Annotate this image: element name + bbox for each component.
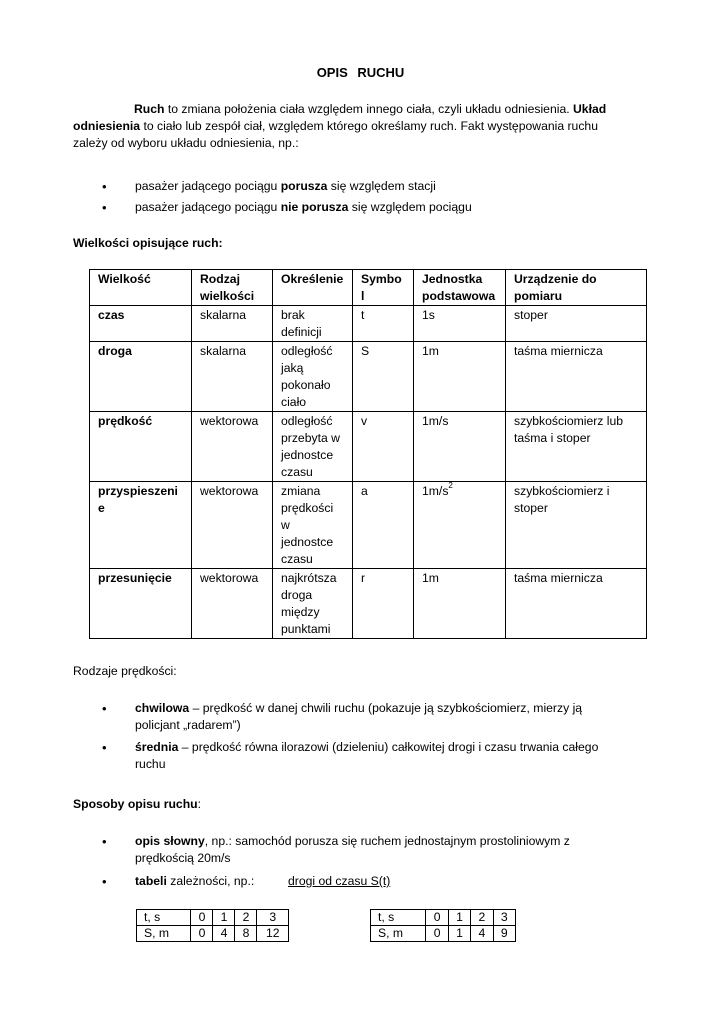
table-caption: drogi od czasu S(t): [288, 874, 391, 888]
quantity-definition: zmiana prędkości w jednostce czasu: [273, 482, 353, 569]
intro-text-1: to zmiana położenia ciała względem innego ciała, czyli układu odniesienia.: [164, 102, 573, 116]
quantity-unit: 1m: [414, 569, 506, 639]
table-row: [90, 342, 647, 412]
quantity-device: taśma miernicza: [506, 569, 647, 639]
quantity-name: czas: [90, 306, 192, 342]
intro-text-2: to ciało lub zespół ciał, względem którego określamy ruch. Fakt występowania ruchu zależy od wyboru układu odniesienia, np.:: [73, 119, 598, 150]
section-heading-methods: Sposoby opisu ruchu:: [73, 797, 201, 811]
column-header: Symbol: [353, 270, 414, 306]
section-heading-quantities: Wielkości opisujące ruch:: [73, 236, 223, 250]
column-header: Wielkość: [90, 270, 192, 306]
quantity-unit: 1m/s: [414, 412, 506, 482]
table-row: S, m 0 1 4 9: [371, 926, 516, 942]
term-uklad-odniesienia: Układ odniesienia: [73, 102, 607, 133]
column-header: Rodzaj wielkości: [192, 270, 273, 306]
quantity-kind: skalarna: [192, 342, 273, 412]
bullet-icon: •: [102, 834, 107, 849]
bullet-icon: •: [102, 179, 107, 194]
table-row: S, m 0 4 8 12: [137, 926, 289, 942]
quantity-device: szybkościomierz i stoper: [506, 482, 647, 569]
table-row: t, s 0 1 2 3: [137, 910, 289, 926]
bullet-icon: •: [102, 701, 107, 716]
bullet-icon: •: [102, 740, 107, 755]
quantity-kind: skalarna: [192, 306, 273, 342]
quantity-definition: odległość jaką pokonało ciało: [273, 342, 353, 412]
section-heading-speed-types: Rodzaje prędkości:: [73, 664, 177, 678]
quantity-device: stoper: [506, 306, 647, 342]
quantity-symbol: r: [353, 569, 414, 639]
quantity-unit: 1m: [414, 342, 506, 412]
quantities-table: [89, 269, 647, 639]
quantity-symbol: v: [353, 412, 414, 482]
quantity-definition: brak definicji: [273, 306, 353, 342]
quantity-kind: wektorowa: [192, 569, 273, 639]
quantity-unit: $1m/s^2$: [414, 482, 506, 569]
table-row: t, s 0 1 2 3: [371, 910, 516, 926]
bullet-icon: •: [102, 200, 107, 215]
quantity-name: przyspieszenie: [90, 482, 192, 569]
quantity-symbol: t: [353, 306, 414, 342]
table-header-row: [90, 270, 647, 306]
quantity-symbol: a: [353, 482, 414, 569]
quantity-symbol: S: [353, 342, 414, 412]
table-row: [90, 482, 647, 569]
quantity-definition: odległość przebyta w jednostce czasu: [273, 412, 353, 482]
quantity-name: przesunięcie: [90, 569, 192, 639]
intro-paragraph: [73, 101, 633, 152]
term-ruch: Ruch: [134, 102, 165, 116]
page-title: OPIS RUCHU: [316, 65, 405, 80]
distance-time-table-2: [370, 909, 516, 942]
bullet-icon: •: [102, 874, 107, 889]
table-row: [90, 306, 647, 342]
distance-time-table-1: [136, 909, 289, 942]
quantity-unit: 1s: [414, 306, 506, 342]
column-header: Jednostka podstawowa: [414, 270, 506, 306]
column-header: Urządzenie do pomiaru: [506, 270, 647, 306]
quantity-definition: najkrótsza droga między punktami: [273, 569, 353, 639]
column-header: Określenie: [273, 270, 353, 306]
table-row: [90, 412, 647, 482]
quantity-device: szybkościomierz lub taśma i stoper: [506, 412, 647, 482]
quantity-device: taśma miernicza: [506, 342, 647, 412]
quantity-kind: wektorowa: [192, 482, 273, 569]
quantity-kind: wektorowa: [192, 412, 273, 482]
table-row: [90, 569, 647, 639]
quantity-name: droga: [90, 342, 192, 412]
quantity-name: prędkość: [90, 412, 192, 482]
